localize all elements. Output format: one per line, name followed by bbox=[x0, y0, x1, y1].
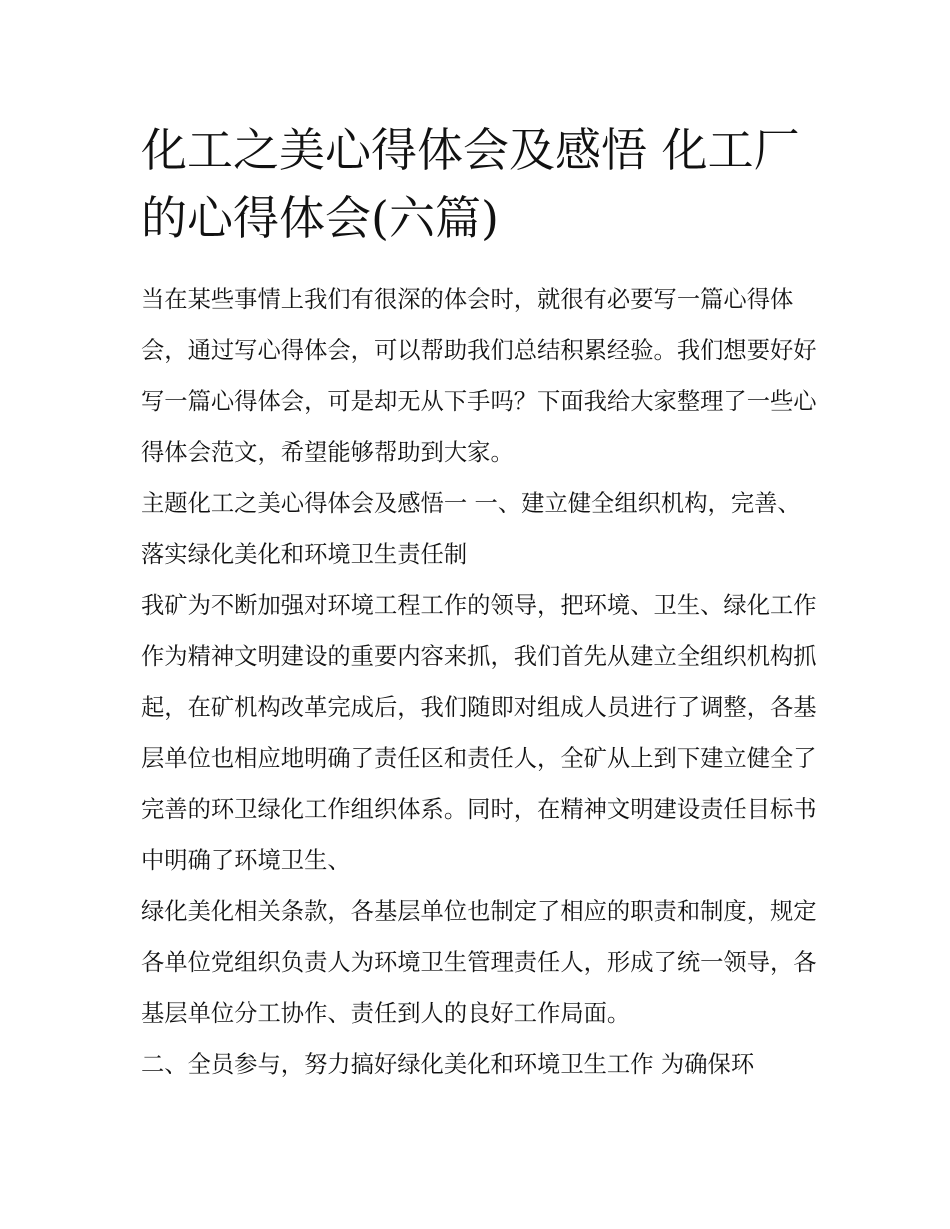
body-paragraph-2: 绿化美化相关条款，各基层单位也制定了相应的职责和制度，规定各单位党组织负责人为环境卫生管理责任人，形成了统一领导，各基层单位分工协作、责任到人的良好工作局面。 bbox=[141, 898, 817, 1027]
document-page bbox=[141, 116, 821, 1090]
intro-paragraph: 当在某些事情上我们有很深的体会时，就很有必要写一篇心得体会，通过写心得体会，可以帮助我们总结积累经验。我们想要好好写一篇心得体会，可是却无从下手吗？下面我给大家整理了一些心得体会范文，希望能够帮助到大家。 bbox=[141, 286, 817, 466]
document-title: 化工之美心得体会及感悟 化工厂的心得体会(六篇) bbox=[141, 123, 800, 245]
section-heading-1: 主题化工之美心得体会及感悟一 一、建立健全组织机构，完善、落实绿化美化和环境卫生责任制 bbox=[141, 490, 801, 568]
section-heading-2: 二、全员参与，努力搞好绿化美化和环境卫生工作 为确保环 bbox=[141, 1051, 755, 1078]
body-paragraph-1: 我矿为不断加强对环境工程工作的领导，把环境、卫生、绿化工作作为精神文明建设的重要内容来抓，我们首先从建立全组织机构抓起，在矿机构改革完成后，我们随即对组成人员进行了调整，各基层单位也相应地明确了责任区和责任人，全矿从上到下建立健全了完善的环卫绿化工作组织体系。同时，在精神文明建设责任目标书中明确了环境卫生、 bbox=[141, 592, 817, 874]
